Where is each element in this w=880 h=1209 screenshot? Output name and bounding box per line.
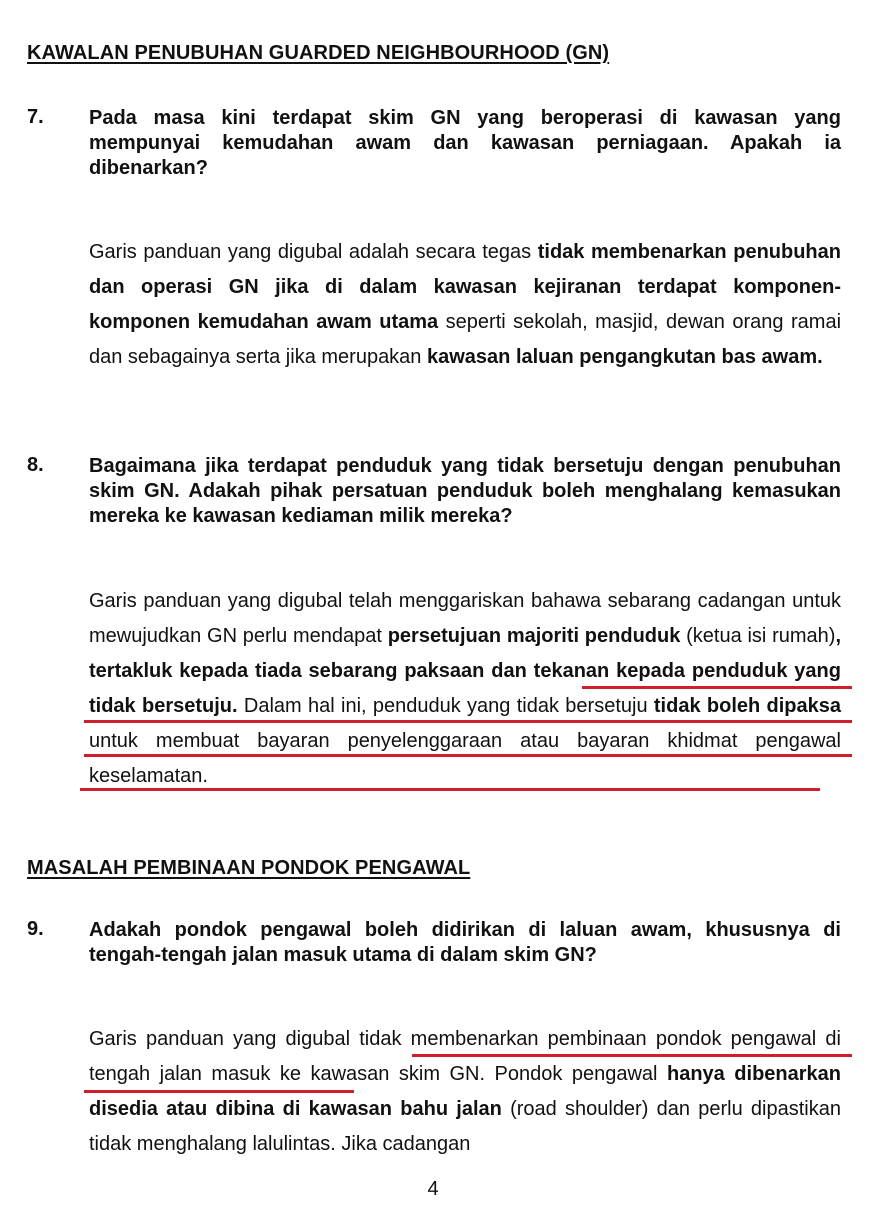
section-heading-gn: KAWALAN PENUBUHAN GUARDED NEIGHBOURHOOD (GN) xyxy=(27,42,610,64)
question-number-8: 8. xyxy=(27,454,44,476)
answer-8-emphasis: , tertakluk kepada tiada sebarang paksaan dan tekanan kepada penduduk yang tidak bersetuju. xyxy=(89,625,841,717)
answer-7-text: seperti sekolah, masjid, dewan orang ramai dan sebagainya serta jika merupakan xyxy=(89,311,842,368)
section-heading-pondok: MASALAH PEMBINAAN PONDOK PENGAWAL xyxy=(27,857,471,879)
question-9-text: Adakah pondok pengawal boleh didirikan di laluan awam, khususnya di tengah-tengah jalan masuk utama di dalam skim GN? xyxy=(89,919,841,966)
red-underline-annotation xyxy=(84,720,852,723)
question-number-7: 7. xyxy=(27,106,44,128)
answer-8-paragraph xyxy=(89,584,841,794)
page-number: 4 xyxy=(427,1178,439,1200)
answer-7-emphasis: tidak membenarkan penubuhan dan operasi GN jika di dalam kawasan kejiranan terdapat komponen-komponen kemudahan awam utama xyxy=(89,241,841,333)
answer-7-paragraph xyxy=(89,235,841,375)
red-underline-annotation xyxy=(582,686,852,689)
answer-8-text: (ketua isi rumah) xyxy=(680,625,836,647)
answer-8-text: Garis panduan yang digubal telah menggariskan bahawa sebarang cadangan untuk mewujudkan GN perlu mendapat xyxy=(89,590,841,647)
red-underline-annotation xyxy=(412,1054,852,1057)
question-number-9: 9. xyxy=(27,918,44,940)
red-underline-annotation xyxy=(80,788,820,791)
answer-7-emphasis: kawasan laluan pengangkutan bas awam. xyxy=(427,346,823,368)
answer-9-text: (road shoulder) dan perlu dipastikan tidak menghalang lalulintas. Jika cadangan xyxy=(89,1098,841,1155)
answer-9-text: Garis panduan yang digubal tidak membenarkan pembinaan pondok pengawal di tengah jalan masuk ke kawasan skim GN. Pondok pengawal xyxy=(89,1028,841,1085)
red-underline-annotation xyxy=(84,1090,354,1093)
answer-8-emphasis: tidak boleh dipaksa xyxy=(653,695,842,717)
question-8-text: Bagaimana jika terdapat penduduk yang tidak bersetuju dengan penubuhan skim GN. Adakah pihak persatuan penduduk boleh menghalang kemasukan mereka ke kawasan kediaman milik mereka? xyxy=(89,455,841,527)
question-7-text: Pada masa kini terdapat skim GN yang beroperasi di kawasan yang mempunyai kemudahan awam dan kawasan perniagaan. Apakah ia dibenarkan? xyxy=(89,107,841,179)
answer-8-emphasis: persetujuan majoriti penduduk xyxy=(387,625,681,647)
answer-7-text: Garis panduan yang digubal adalah secara tegas xyxy=(89,241,538,263)
red-underline-annotation xyxy=(84,754,852,757)
answer-9-emphasis: hanya dibenarkan disedia atau dibina di kawasan bahu jalan xyxy=(89,1063,841,1120)
answer-8-text: Dalam hal ini, penduduk yang tidak bersetuju xyxy=(237,695,654,717)
answer-8-text: untuk membuat bayaran penyelenggaraan atau bayaran khidmat pengawal keselamatan. xyxy=(89,730,841,787)
